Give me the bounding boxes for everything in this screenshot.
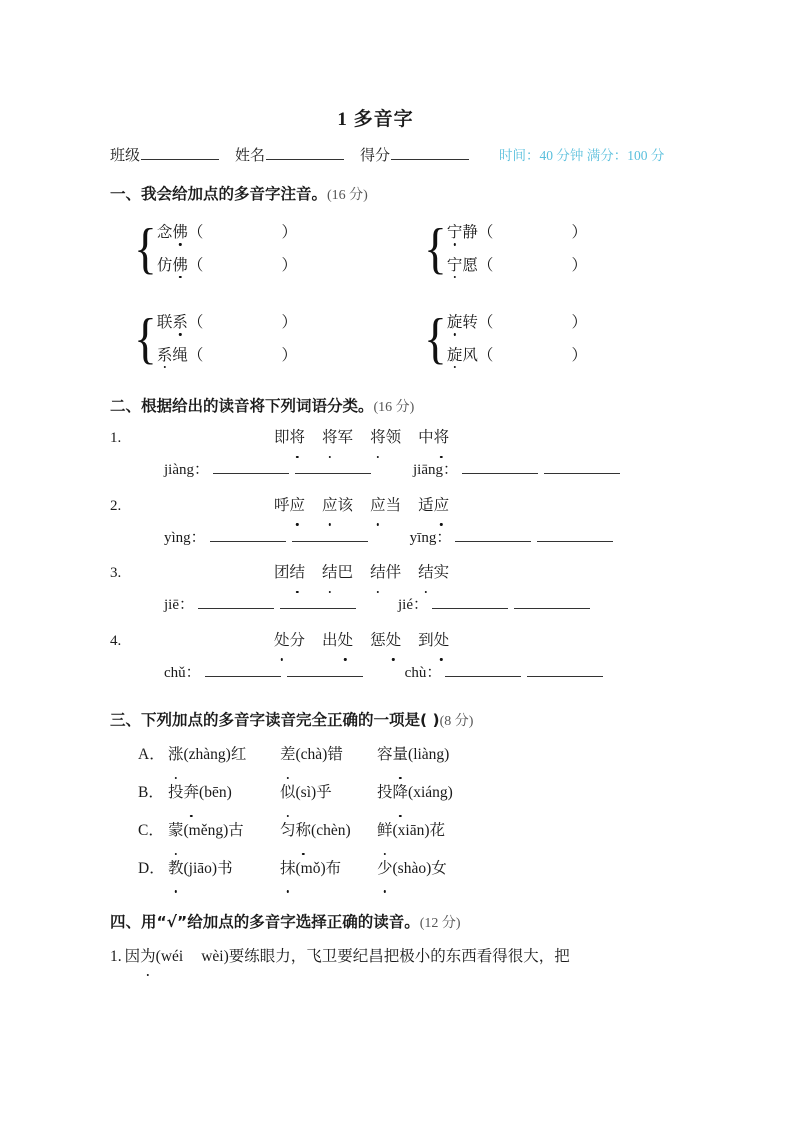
- field-name-input[interactable]: [266, 146, 344, 160]
- word-dotted-char: 处: [338, 625, 354, 656]
- word: [157, 347, 188, 364]
- option-word-dotted-char: 少: [377, 850, 393, 888]
- word-dotted-char: 佛: [172, 256, 188, 274]
- option-word-suffix: 布: [325, 859, 342, 877]
- option-word-dotted-char: 似: [280, 774, 296, 812]
- answer-row: [110, 656, 731, 691]
- answer-parentheses[interactable]: （ ）: [477, 256, 587, 274]
- classify-item: [110, 557, 731, 623]
- word: [274, 557, 305, 588]
- word: [370, 557, 401, 588]
- answer-blank[interactable]: [198, 595, 274, 609]
- pinyin-label: jiàng：: [164, 462, 209, 478]
- word: [418, 557, 449, 588]
- word-prefix: 呼: [274, 496, 290, 514]
- answer-blank[interactable]: [210, 528, 286, 542]
- word: [322, 625, 353, 656]
- word-dotted-char: 将: [370, 422, 386, 453]
- option-word-pinyin: (jiāo): [183, 859, 218, 877]
- word-prefix: 适: [418, 496, 434, 514]
- word-suffix: 静: [462, 224, 478, 241]
- answer-blank[interactable]: [287, 663, 363, 677]
- word: [157, 257, 188, 274]
- option-word-pinyin: (sì): [295, 783, 317, 801]
- student-info-row: [110, 144, 731, 165]
- left-brace-icon: {: [134, 308, 157, 370]
- field-class-input[interactable]: [141, 146, 219, 160]
- word-dotted-char: 处: [386, 625, 402, 656]
- word-dotted-char: 应: [434, 490, 450, 521]
- classify-item: [110, 625, 731, 691]
- classify-words-row: [110, 557, 731, 588]
- pinyin-answer-group: [164, 656, 369, 691]
- answer-blank[interactable]: [445, 663, 521, 677]
- item-number: 3.: [110, 565, 122, 581]
- brace-item: [447, 258, 587, 274]
- pinyin-answer-group: [164, 453, 377, 488]
- word-suffix: 实: [433, 564, 450, 581]
- option-word-pinyin: (bēn): [199, 783, 232, 801]
- answer-blank[interactable]: [455, 528, 531, 542]
- option-word: [280, 774, 377, 812]
- field-score-label: 得分: [360, 148, 391, 164]
- answer-blank[interactable]: [292, 528, 368, 542]
- answer-parentheses[interactable]: （ ）: [477, 224, 587, 241]
- classify-words-row: [110, 490, 731, 521]
- section-two: [110, 394, 731, 690]
- answer-parentheses[interactable]: （ ）: [477, 314, 587, 331]
- section-four-points: (12 分): [419, 915, 461, 931]
- word-list: [274, 557, 449, 588]
- word-suffix: 巴: [337, 564, 354, 581]
- word-dotted-char: 结: [290, 557, 306, 588]
- brace-group: [422, 218, 712, 280]
- answer-parentheses[interactable]: （ ）: [187, 346, 297, 364]
- section-two-heading: [110, 394, 731, 416]
- option-word-dotted-char: 涨: [168, 736, 184, 774]
- option-word-dotted-char: 奔: [184, 774, 200, 812]
- word-suffix: 领: [385, 429, 402, 446]
- pinyin-answer-group: [164, 521, 374, 556]
- brace-item: [447, 348, 587, 364]
- word-prefix: 团: [274, 564, 290, 581]
- pinyin-answer-group: [164, 588, 362, 623]
- brace-items: [157, 218, 297, 280]
- option-word-dotted-char: 鲜: [377, 812, 393, 850]
- pinyin-label: jié：: [398, 597, 428, 613]
- item-number: 2.: [110, 497, 122, 514]
- word-suffix: 绳: [172, 346, 188, 364]
- section-two-heading-text: 二、根据给出的读音将下列词语分类。: [110, 397, 374, 415]
- option-word: [280, 812, 377, 850]
- pinyin-answer-group: [413, 453, 626, 488]
- word-prefix: 念: [156, 224, 173, 241]
- question-number: 1.: [110, 947, 122, 965]
- word-dotted-char: 将: [322, 422, 338, 453]
- option-word: [280, 850, 377, 888]
- option-word-pinyin: (zhàng): [183, 746, 231, 763]
- word-prefix: 中: [418, 429, 434, 446]
- word-prefix: 惩: [370, 631, 386, 649]
- item-number: 4.: [110, 632, 122, 649]
- pinyin-label: chǔ：: [164, 664, 201, 681]
- choice-option[interactable]: [110, 774, 731, 812]
- brace-item: [157, 315, 297, 331]
- option-word-pinyin: (měng): [183, 821, 229, 839]
- option-letter: D．: [138, 859, 165, 877]
- exam-meta: 时间：40 分钟 满分：100 分: [499, 148, 665, 163]
- word-list: [274, 625, 449, 656]
- word: [447, 347, 478, 364]
- word: [447, 257, 478, 274]
- option-word-suffix: 女: [431, 859, 447, 877]
- pinyin-label: yìng：: [164, 529, 206, 546]
- word: [370, 625, 401, 656]
- option-word-prefix: 投: [377, 783, 393, 801]
- answer-blank[interactable]: [462, 460, 538, 474]
- classify-words-row: [110, 422, 731, 453]
- word-suffix: 该: [337, 496, 354, 514]
- word: [447, 314, 478, 331]
- pinyin-label: jiē：: [164, 597, 194, 613]
- word-prefix: 联: [156, 314, 173, 331]
- option-word-prefix: 投: [168, 783, 184, 801]
- word-dotted-char: 宁: [446, 224, 463, 241]
- field-score: [360, 144, 469, 165]
- word-dotted-char: 系: [156, 346, 173, 364]
- page-title: 1 多音字: [337, 109, 414, 130]
- option-word-dotted-char: 蒙: [168, 812, 184, 850]
- option-word: [168, 812, 280, 850]
- pinyin-label: chù：: [404, 664, 442, 681]
- answer-blank[interactable]: [514, 595, 590, 609]
- answer-blank[interactable]: [544, 460, 620, 474]
- answer-parentheses[interactable]: （ ）: [477, 346, 587, 364]
- answer-blank[interactable]: [527, 663, 603, 677]
- word-prefix: 出: [322, 631, 338, 649]
- brace-item: [157, 225, 297, 241]
- option-word: [377, 774, 453, 812]
- answer-row: [110, 588, 731, 623]
- word-suffix: 愿: [462, 256, 478, 274]
- option-word-suffix: 古: [228, 821, 244, 839]
- section-four-heading: [110, 910, 731, 932]
- word-prefix: 到: [418, 631, 434, 649]
- section-four: [110, 910, 731, 971]
- choice-option[interactable]: [110, 850, 731, 888]
- brace-items: [447, 308, 587, 370]
- word: [322, 557, 353, 588]
- word-dotted-char: 应: [322, 490, 338, 521]
- section-three-heading: [110, 708, 731, 730]
- option-word: [377, 850, 447, 888]
- word: [274, 625, 305, 656]
- word: [370, 422, 401, 453]
- answer-blank[interactable]: [537, 528, 613, 542]
- option-word-suffix: 书: [217, 859, 233, 877]
- word-dotted-char: 应: [370, 490, 386, 521]
- brace-group: [422, 308, 712, 370]
- brace-row: [132, 218, 731, 280]
- option-word-pinyin: (shào): [392, 859, 432, 877]
- choice-option[interactable]: [110, 736, 731, 774]
- section-one: [110, 182, 731, 370]
- answer-parentheses[interactable]: （ ）: [187, 224, 297, 241]
- section-one-heading-text: 一、我会给加点的多音字注音。: [110, 185, 328, 203]
- field-name: [235, 144, 344, 165]
- option-word-prefix: 容: [377, 746, 393, 763]
- word: [322, 490, 353, 521]
- answer-row: [110, 453, 731, 488]
- question-word-prefix: 因: [124, 947, 141, 965]
- classify-words-row: [110, 625, 731, 656]
- section-four-question: [110, 942, 731, 971]
- word-list: [274, 422, 449, 453]
- option-word: [168, 850, 280, 888]
- field-score-input[interactable]: [391, 146, 469, 160]
- word-dotted-char: 将: [290, 422, 306, 453]
- word: [274, 422, 305, 453]
- option-word-pinyin: (xiān): [392, 821, 430, 839]
- section-four-heading-text: 四、用“√”给加点的多音字选择正确的读音。: [110, 912, 420, 931]
- word: [447, 224, 478, 241]
- left-brace-icon: {: [134, 218, 157, 280]
- section-three-points: (8 分): [439, 714, 474, 729]
- pinyin-answer-group: [398, 588, 596, 623]
- option-word-suffix: 错: [327, 746, 343, 763]
- word-dotted-char: 系: [172, 314, 188, 331]
- word: [274, 490, 305, 521]
- option-letter: A．: [138, 746, 165, 763]
- word-list: [274, 490, 449, 521]
- section-two-points: (16 分): [373, 400, 415, 415]
- word: [418, 422, 449, 453]
- word-dotted-char: 旋: [446, 314, 463, 331]
- word-suffix: 伴: [385, 564, 402, 581]
- option-word-dotted-char: 差: [280, 736, 296, 774]
- word-suffix: 军: [337, 429, 354, 446]
- field-class: [110, 144, 219, 165]
- option-word-dotted-char: 抹: [280, 850, 296, 888]
- pinyin-choice-second[interactable]: wèi): [201, 947, 229, 965]
- option-word: [377, 812, 445, 850]
- answer-parentheses[interactable]: （ ）: [187, 256, 297, 274]
- option-letter: B．: [138, 783, 164, 801]
- option-word-suffix: 红: [230, 746, 247, 763]
- section-three-options: [110, 736, 731, 888]
- field-class-label: 班级: [110, 148, 141, 164]
- option-word-pinyin: (mǒ): [295, 859, 326, 877]
- word-prefix: 即: [274, 429, 290, 446]
- question-text: 要练眼力，飞卫要纪昌把极小的东西看得很大，把: [228, 947, 570, 965]
- word: [370, 490, 401, 521]
- word-dotted-char: 结: [418, 557, 434, 588]
- brace-items: [447, 218, 587, 280]
- option-word-pinyin: (liàng): [408, 746, 450, 763]
- option-word-suffix: 花: [429, 821, 446, 839]
- option-word-dotted-char: 称: [296, 812, 312, 850]
- option-parts: [168, 850, 447, 888]
- section-two-body: [110, 422, 731, 690]
- word-dotted-char: 应: [290, 490, 306, 521]
- pinyin-choice-first[interactable]: (wéi: [155, 947, 184, 965]
- answer-blank[interactable]: [213, 460, 289, 474]
- option-word-pinyin: (chèn): [311, 821, 351, 839]
- option-word: [168, 774, 280, 812]
- classify-item: [110, 490, 731, 556]
- answer-blank[interactable]: [432, 595, 508, 609]
- brace-item: [447, 315, 587, 331]
- section-one-body: [110, 218, 731, 370]
- question-word: [125, 948, 156, 965]
- word-suffix: 当: [385, 496, 402, 514]
- answer-blank[interactable]: [205, 663, 281, 677]
- word-dotted-char: 将: [434, 422, 450, 453]
- word-dotted-char: 旋: [446, 346, 463, 364]
- word-suffix: 转: [462, 314, 478, 331]
- brace-item: [157, 348, 297, 364]
- word: [418, 490, 449, 521]
- word-suffix: 风: [462, 346, 478, 364]
- answer-row: [110, 521, 731, 556]
- option-word-dotted-char: 教: [168, 850, 184, 888]
- option-word-prefix: 匀: [280, 821, 296, 839]
- brace-group: [132, 308, 422, 370]
- answer-blank[interactable]: [280, 595, 356, 609]
- word-dotted-char: 处: [434, 625, 450, 656]
- option-parts: [168, 736, 449, 774]
- option-word: [377, 736, 449, 774]
- left-brace-icon: {: [424, 218, 447, 280]
- option-word: [280, 736, 377, 774]
- item-number: 1.: [110, 430, 122, 446]
- word-dotted-char: 佛: [172, 224, 188, 241]
- classify-item: [110, 422, 731, 488]
- word: [418, 625, 449, 656]
- section-three-heading-text: 三、下列加点的多音字读音完全正确的一项是( ): [110, 711, 440, 729]
- option-word-dotted-char: 量: [393, 736, 409, 774]
- pinyin-answer-group: [410, 521, 620, 556]
- section-three: [110, 708, 731, 888]
- word-suffix: 分: [289, 631, 306, 649]
- brace-row: [132, 308, 731, 370]
- brace-item: [447, 225, 587, 241]
- option-word-suffix: 乎: [316, 783, 332, 801]
- brace-items: [157, 308, 297, 370]
- choice-option[interactable]: [110, 812, 731, 850]
- section-one-heading: [110, 182, 731, 204]
- word-dotted-char: 结: [370, 557, 386, 588]
- option-letter: C．: [138, 821, 164, 839]
- left-brace-icon: {: [424, 308, 447, 370]
- word-prefix: 仿: [156, 256, 173, 274]
- option-parts: [168, 812, 445, 850]
- answer-blank[interactable]: [295, 460, 371, 474]
- brace-item: [157, 258, 297, 274]
- option-word-pinyin: (xiáng): [408, 783, 453, 801]
- answer-parentheses[interactable]: （ ）: [187, 314, 297, 331]
- option-parts: [168, 774, 453, 812]
- word: [157, 314, 188, 331]
- word-dotted-char: 结: [322, 557, 338, 588]
- pinyin-label: jiāng：: [413, 462, 458, 478]
- word-dotted-char: 宁: [446, 256, 463, 274]
- field-name-label: 姓名: [235, 148, 266, 164]
- word: [322, 422, 353, 453]
- pinyin-answer-group: [405, 656, 610, 691]
- option-word-dotted-char: 降: [393, 774, 409, 812]
- option-word: [168, 736, 280, 774]
- word-dotted-char: 处: [274, 625, 290, 656]
- word: [157, 224, 188, 241]
- option-word-pinyin: (chà): [295, 746, 328, 763]
- brace-group: [132, 218, 422, 280]
- section-one-points: (16 分): [327, 188, 368, 203]
- question-word-dotted-char: 为: [140, 942, 156, 971]
- pinyin-label: yīng：: [409, 529, 452, 546]
